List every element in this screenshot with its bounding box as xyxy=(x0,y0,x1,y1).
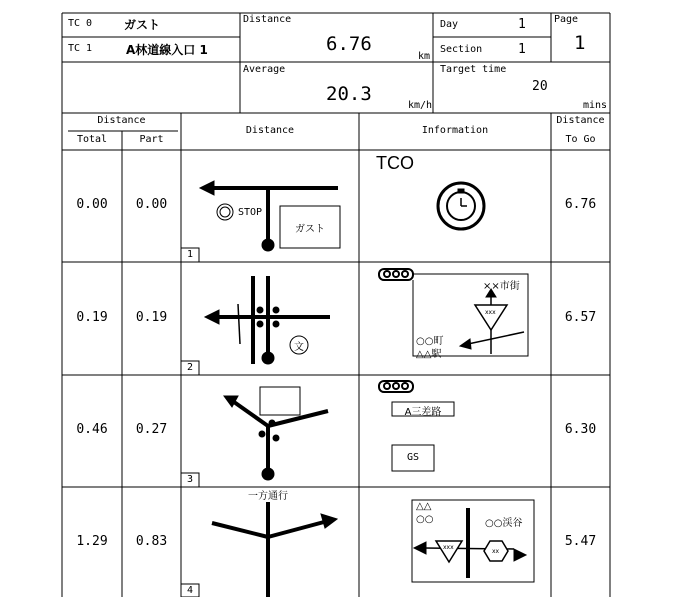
section-value: 1 xyxy=(518,42,526,57)
row1-to-go: 6.76 xyxy=(564,197,597,212)
tc0-label: TC 0 xyxy=(68,18,93,29)
row3-index: 3 xyxy=(187,474,194,485)
target-time-value: 20 xyxy=(532,79,548,94)
col-to-go-2: To Go xyxy=(565,134,596,145)
target-time-label: Target time xyxy=(440,64,507,75)
row1-total: 0.00 xyxy=(76,197,108,212)
tc1-name: A林道線入口 1 xyxy=(126,43,208,57)
row2-sign-left-1: ○○町 xyxy=(416,336,444,347)
average-unit: km/h xyxy=(408,100,433,111)
distance-unit: km xyxy=(418,51,431,62)
gusto-box-label: ガスト xyxy=(295,224,325,235)
page-label: Page xyxy=(554,14,579,25)
row1-index: 1 xyxy=(187,249,194,260)
row4-index: 4 xyxy=(187,585,194,596)
row4-to-go: 5.47 xyxy=(564,534,597,549)
col-distance: Distance xyxy=(245,125,295,136)
col-distance-group: Distance xyxy=(97,115,146,126)
distance-label: Distance xyxy=(243,14,292,25)
section-label: Section xyxy=(440,44,483,55)
row1-part: 0.00 xyxy=(135,197,168,212)
row4-hex-text: xx xyxy=(492,548,500,555)
tco-title: TCO xyxy=(376,153,414,173)
col-total: Total xyxy=(76,134,108,145)
row4-sign-tr: ○○渓谷 xyxy=(485,518,523,529)
row3-to-go: 6.30 xyxy=(564,422,597,437)
tc0-name: ガスト xyxy=(124,18,161,32)
row2-triangle-text: xxx xyxy=(485,309,496,316)
day-label: Day xyxy=(440,19,459,30)
row2-total: 0.19 xyxy=(76,310,108,325)
row2-to-go: 6.57 xyxy=(564,310,597,325)
col-to-go-1: Distance xyxy=(556,115,605,126)
row4-triangle-text: xxx xyxy=(443,544,454,551)
row3-part: 0.27 xyxy=(135,422,168,437)
one-way-caption: 一方通行 xyxy=(248,491,288,502)
school-symbol: 文 xyxy=(294,342,304,353)
row4-total: 1.29 xyxy=(76,534,108,549)
row4-part: 0.83 xyxy=(135,534,168,549)
row3-total: 0.46 xyxy=(76,422,108,437)
row4-sign-tl-2: ○○ xyxy=(416,514,434,525)
average-value: 20.3 xyxy=(326,83,372,105)
row2-sign-left-2: △△駅 xyxy=(416,349,442,360)
target-time-unit: mins xyxy=(583,100,608,111)
row3-box2: GS xyxy=(406,452,420,463)
day-value: 1 xyxy=(518,17,526,32)
distance-value: 6.76 xyxy=(326,33,372,55)
col-information: Information xyxy=(421,125,489,136)
row2-part: 0.19 xyxy=(135,310,168,325)
col-part: Part xyxy=(139,134,164,145)
row3-box1: A三差路 xyxy=(404,407,442,418)
row2-index: 2 xyxy=(187,362,194,373)
page-value: 1 xyxy=(574,32,586,54)
row4-sign-tl-1: △△ xyxy=(416,501,432,512)
average-label: Average xyxy=(243,64,286,75)
stop-label: STOP xyxy=(238,207,263,218)
row2-sign-top: ××市街 xyxy=(483,281,520,292)
tc1-label: TC 1 xyxy=(68,43,93,54)
